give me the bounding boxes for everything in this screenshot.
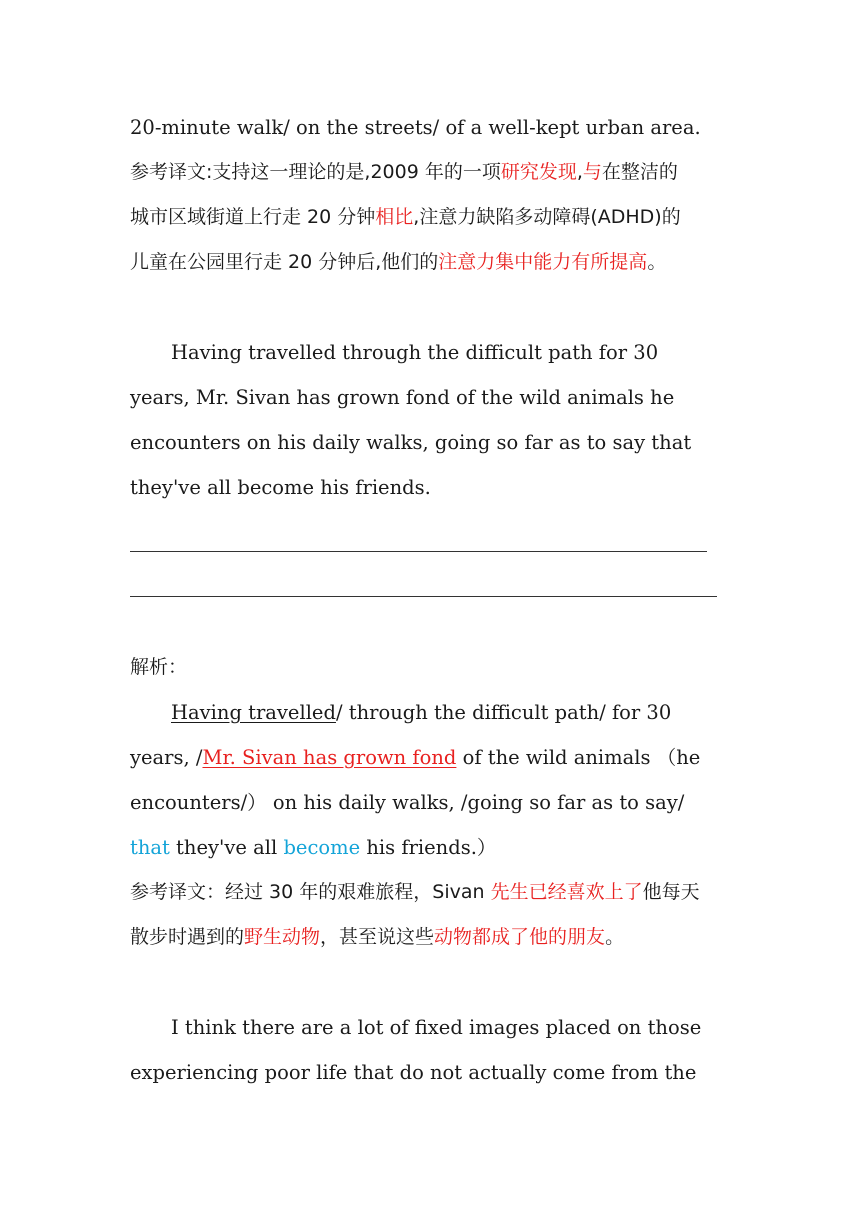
highlight-span: that: [130, 836, 170, 859]
text-span: 。: [647, 251, 667, 273]
translation-line: [130, 870, 740, 915]
highlight-span: 野生动物: [244, 926, 321, 948]
highlight-span: 注意力集中能力有所提高: [438, 251, 648, 273]
spacer: [130, 285, 740, 330]
analysis-line: [130, 825, 740, 870]
sentence-line: they've all become his friends.: [130, 476, 431, 499]
translation-line: [130, 240, 740, 285]
sentence-line: experiencing poor life that do not actually come from the: [130, 1061, 697, 1084]
highlight-span: 先生已经喜欢上了: [490, 881, 643, 903]
spacer: [130, 600, 740, 645]
document-page: [130, 105, 740, 1095]
text-span: 参考译文:支持这一理论的是,2009 年的一项: [130, 161, 501, 183]
text-span: ,: [576, 161, 583, 183]
text-span: 他每天: [642, 881, 700, 903]
translation-line: [130, 915, 740, 960]
highlight-span: 动物都成了他的朋友: [434, 926, 606, 948]
text-span: of the wild animals （he: [456, 746, 701, 769]
text-span: his friends.）: [360, 836, 497, 859]
text-span: 。: [605, 926, 625, 948]
text-span: 散步时遇到的: [130, 926, 245, 948]
highlight-span: become: [283, 836, 361, 859]
text-span: years, /: [130, 746, 203, 769]
text-span: 儿童在公园里行走 20 分钟后,他们的: [130, 251, 439, 273]
text-span: 在整洁的: [601, 161, 678, 183]
text-span: they've all: [169, 836, 284, 859]
analysis-line: [130, 690, 740, 735]
highlight-span: 相比: [375, 206, 414, 228]
sentence-line: Having travelled through the difficult path for 30: [171, 341, 659, 364]
spacer: [130, 960, 740, 1005]
translation-line: [130, 195, 740, 240]
sentence-line: I think there are a lot of fixed images placed on those: [171, 1016, 702, 1039]
text-span: 城市区域街道上行走 20 分钟: [130, 206, 376, 228]
text-span: / through the difficult path/ for 30: [335, 701, 672, 724]
highlight-span: 与: [582, 161, 602, 183]
sentence-line: encounters on his daily walks, going so far as to say that: [130, 431, 692, 454]
text-line: 20-minute walk/ on the streets/ of a well-kept urban area.: [130, 116, 701, 139]
text-span: 参考译文：经过 30 年的艰难旅程，Sivan: [130, 881, 491, 903]
translation-line: [130, 150, 740, 195]
highlight-span: 研究发现: [500, 161, 577, 183]
answer-line[interactable]: [130, 555, 740, 600]
underlined-span: Having travelled: [171, 701, 336, 724]
answer-line[interactable]: [130, 510, 740, 555]
analysis-line: encounters/） on his daily walks, /going so far as to say/: [130, 791, 685, 814]
analysis-heading: 解析：: [130, 656, 188, 678]
analysis-line: [130, 735, 740, 780]
sentence-line: years, Mr. Sivan has grown fond of the wild animals he: [130, 386, 675, 409]
text-span: ，甚至说这些: [320, 926, 435, 948]
text-span: ,注意力缺陷多动障碍(ADHD)的: [413, 206, 681, 228]
highlight-span: Mr. Sivan has grown fond: [202, 746, 457, 769]
